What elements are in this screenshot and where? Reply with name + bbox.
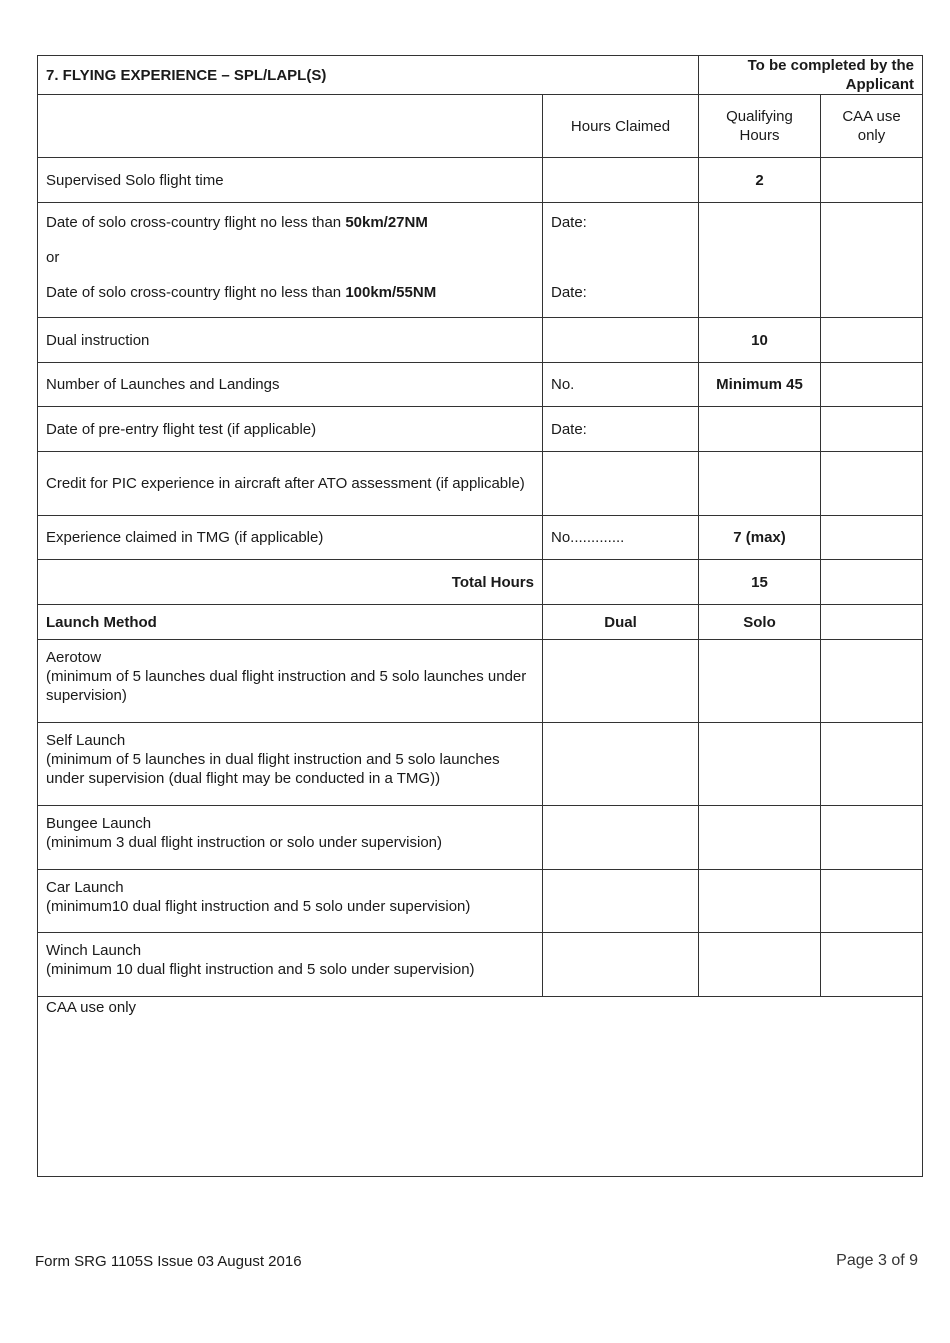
launch-method-label: Aerotow (minimum of 5 launches dual flight instruction and 5 solo launches under supervision) bbox=[38, 640, 543, 723]
caa-cell bbox=[821, 203, 923, 318]
column-header-row bbox=[38, 95, 923, 158]
dual-cell[interactable] bbox=[543, 806, 699, 870]
table-row bbox=[38, 318, 923, 363]
solo-header: Solo bbox=[699, 605, 821, 640]
table-row bbox=[38, 203, 923, 318]
section-header-row bbox=[38, 56, 923, 95]
table-row bbox=[38, 806, 923, 870]
section-title: 7. FLYING EXPERIENCE – SPL/LAPL(S) bbox=[38, 56, 699, 95]
caa-use-header: CAA use only bbox=[821, 95, 923, 158]
caa-cell bbox=[821, 560, 923, 605]
table-row bbox=[38, 933, 923, 997]
qualifying-value: Minimum 45 bbox=[699, 363, 821, 407]
caa-cell bbox=[821, 605, 923, 640]
row-label: Dual instruction bbox=[38, 318, 543, 363]
caa-cell bbox=[821, 933, 923, 997]
total-row bbox=[38, 560, 923, 605]
caa-cell bbox=[821, 363, 923, 407]
caa-cell bbox=[821, 407, 923, 452]
caa-use-only-block bbox=[38, 997, 923, 1177]
dual-cell[interactable] bbox=[543, 933, 699, 997]
solo-cell[interactable] bbox=[699, 870, 821, 933]
caa-cell bbox=[821, 723, 923, 806]
qualifying-cell bbox=[699, 407, 821, 452]
hours-claimed-cell[interactable]: Date: bbox=[543, 407, 699, 452]
dual-header: Dual bbox=[543, 605, 699, 640]
row-label: Supervised Solo flight time bbox=[38, 158, 543, 203]
page-number: Page 3 of 9 bbox=[836, 1252, 918, 1269]
qualifying-hours-header: Qualifying Hours bbox=[699, 95, 821, 158]
qualifying-cell bbox=[699, 452, 821, 516]
caa-cell bbox=[821, 516, 923, 560]
dual-cell[interactable] bbox=[543, 640, 699, 723]
table-row bbox=[38, 723, 923, 806]
qualifying-value: 2 bbox=[699, 158, 821, 203]
row-label: Credit for PIC experience in aircraft after ATO assessment (if applicable) bbox=[38, 452, 543, 516]
caa-cell bbox=[821, 806, 923, 870]
qualifying-value: 10 bbox=[699, 318, 821, 363]
launch-method-label: Car Launch (minimum10 dual flight instruction and 5 solo under supervision) bbox=[38, 870, 543, 933]
caa-cell bbox=[821, 870, 923, 933]
hours-claimed-cell[interactable] bbox=[543, 452, 699, 516]
table-row bbox=[38, 363, 923, 407]
section-note: To be completed by the Applicant bbox=[699, 56, 923, 95]
hours-claimed-cell[interactable] bbox=[543, 158, 699, 203]
caa-cell bbox=[821, 640, 923, 723]
caa-use-only-label: CAA use only bbox=[38, 997, 923, 1177]
table-row bbox=[38, 407, 923, 452]
caa-cell bbox=[821, 452, 923, 516]
dual-cell[interactable] bbox=[543, 870, 699, 933]
row-label: Number of Launches and Landings bbox=[38, 363, 543, 407]
solo-cell[interactable] bbox=[699, 723, 821, 806]
cross-country-dates[interactable]: Date: Date: bbox=[543, 203, 699, 318]
cross-country-label: Date of solo cross-country flight no less than 50km/27NM or Date of solo cross-country flight no less than 100km/55NM bbox=[38, 203, 543, 318]
solo-cell[interactable] bbox=[699, 640, 821, 723]
hours-claimed-cell[interactable]: No............. bbox=[543, 516, 699, 560]
solo-cell[interactable] bbox=[699, 806, 821, 870]
form-reference: Form SRG 1105S Issue 03 August 2016 bbox=[35, 1253, 302, 1270]
hours-claimed-cell[interactable] bbox=[543, 560, 699, 605]
launch-method-label: Winch Launch (minimum 10 dual flight instruction and 5 solo under supervision) bbox=[38, 933, 543, 997]
launch-method-label: Self Launch (minimum of 5 launches in dual flight instruction and 5 solo launches under supervision (dual flight may be conducted in a TMG)) bbox=[38, 723, 543, 806]
solo-cell[interactable] bbox=[699, 933, 821, 997]
caa-cell bbox=[821, 318, 923, 363]
qualifying-cell bbox=[699, 203, 821, 318]
total-label: Total Hours bbox=[38, 560, 543, 605]
hours-claimed-cell[interactable] bbox=[543, 318, 699, 363]
caa-cell bbox=[821, 158, 923, 203]
table-row bbox=[38, 158, 923, 203]
qualifying-value: 7 (max) bbox=[699, 516, 821, 560]
hours-claimed-cell[interactable]: No. bbox=[543, 363, 699, 407]
launch-method-header: Launch Method bbox=[38, 605, 543, 640]
table-row bbox=[38, 452, 923, 516]
table-row bbox=[38, 870, 923, 933]
launch-header-row bbox=[38, 605, 923, 640]
flying-experience-table bbox=[37, 55, 923, 1177]
table-row bbox=[38, 640, 923, 723]
dual-cell[interactable] bbox=[543, 723, 699, 806]
hours-claimed-header: Hours Claimed bbox=[543, 95, 699, 158]
launch-method-label: Bungee Launch (minimum 3 dual flight instruction or solo under supervision) bbox=[38, 806, 543, 870]
table-row bbox=[38, 516, 923, 560]
total-qualifying-value: 15 bbox=[699, 560, 821, 605]
row-label: Date of pre-entry flight test (if applicable) bbox=[38, 407, 543, 452]
row-label: Experience claimed in TMG (if applicable) bbox=[38, 516, 543, 560]
